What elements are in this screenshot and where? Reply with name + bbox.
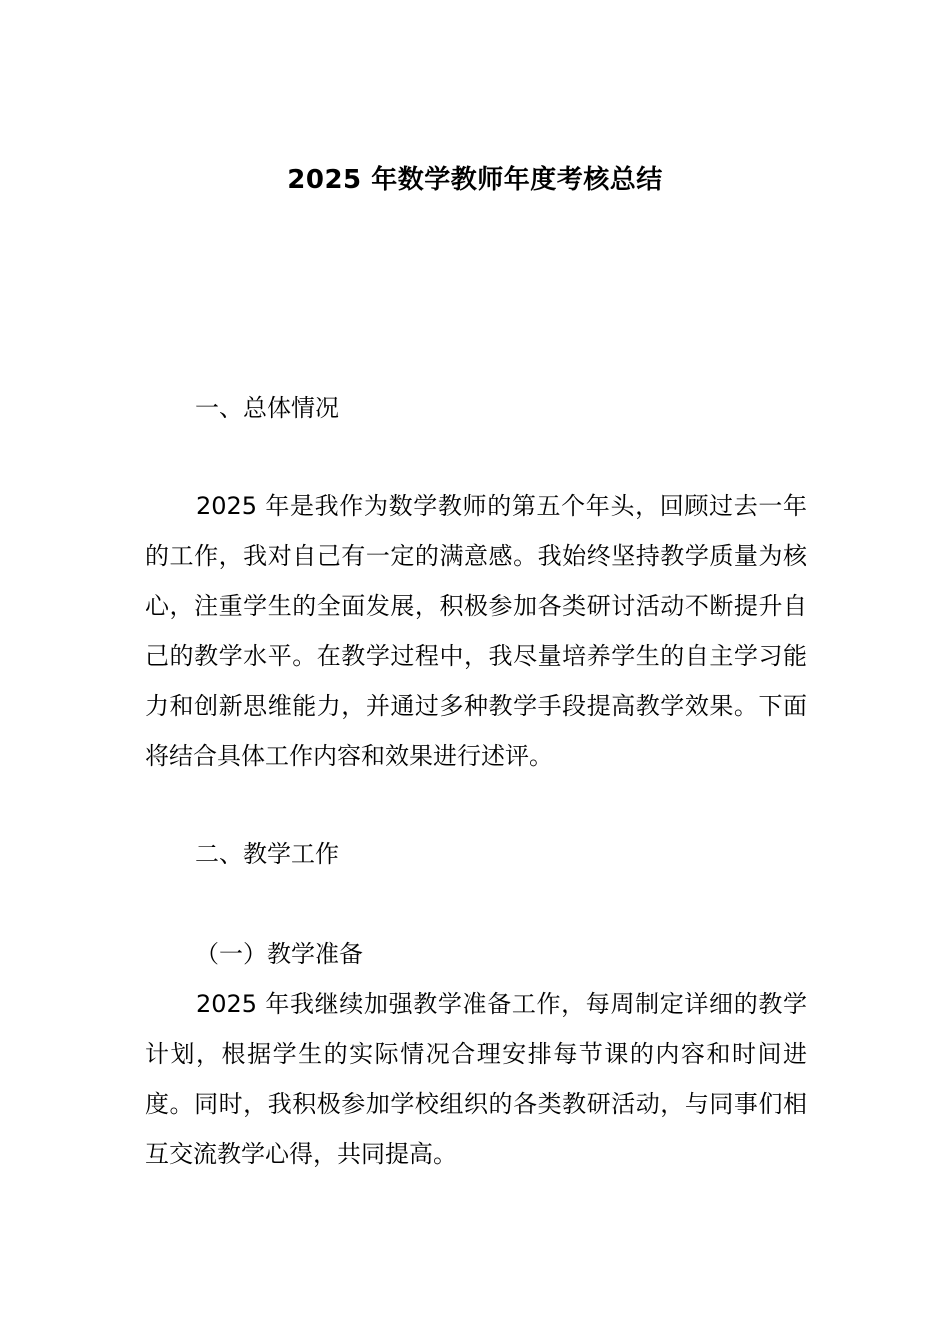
document-title: 2025 年数学教师年度考核总结 — [287, 165, 663, 195]
section-heading-overview: 一、总体情况 — [195, 394, 339, 422]
section-heading-teaching: 二、教学工作 — [195, 840, 339, 868]
subsection-heading-preparation: （一）教学准备 — [195, 940, 363, 968]
section-paragraph-overview: 2025 年是我作为数学教师的第五个年头，回顾过去一年的工作，我对自己有一定的满意感。我始终坚持教学质量为核心，注重学生的全面发展，积极参加各类研讨活动不断提升自己的教学水平。在教学过程中，我尽量培养学生的自主学习能力和创新思维能力，并通过多种教学手段提高教学效果。下面将结合具体工作内容和效果进行述评。 — [145, 492, 807, 770]
section-paragraph-preparation: 2025 年我继续加强教学准备工作，每周制定详细的教学计划，根据学生的实际情况合理安排每节课的内容和时间进度。同时，我积极参加学校组织的各类教研活动，与同事们相互交流教学心得，共同提高。 — [145, 990, 807, 1168]
